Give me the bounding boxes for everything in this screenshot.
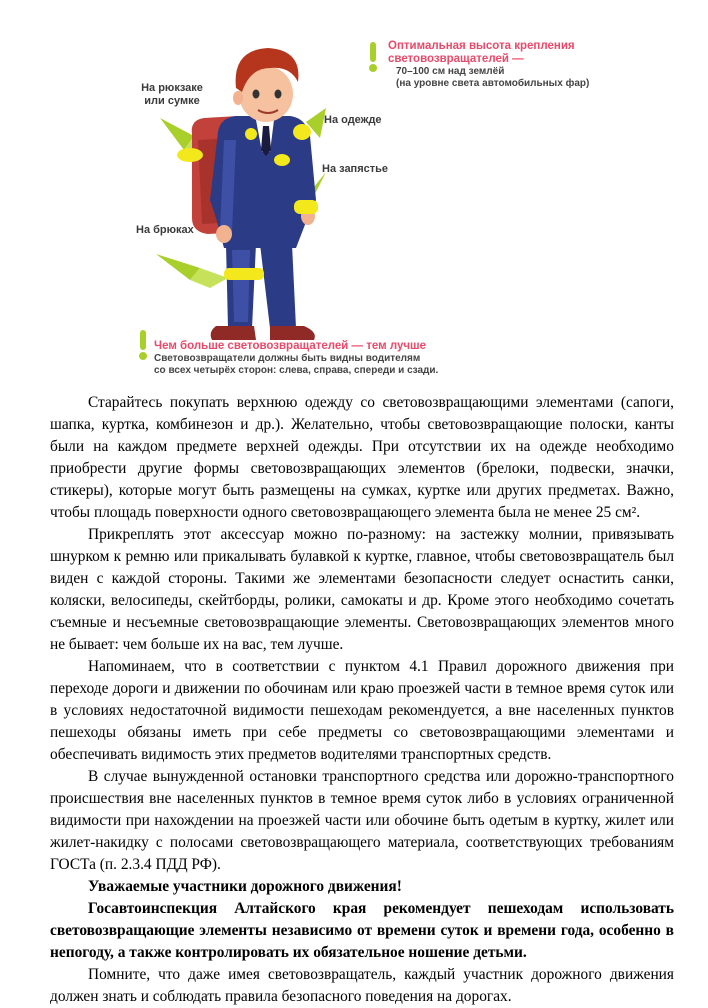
reflector-clothes (293, 124, 311, 140)
exclamation-icon-bottom (140, 330, 146, 350)
reflector-wrist (294, 200, 318, 214)
appeal-heading: Уважаемые участники дорожного движения! (88, 878, 402, 895)
reflector-pants (224, 268, 264, 280)
more-reflectors-note (154, 340, 464, 377)
paragraph: Прикреплять этот аксессуар можно по-разному: на застежку молнии, привязывать шнурком к ремню или прикалывать булавкой к куртке, главное, чтобы световозвращатель был виден с каждой стороны. Такими же элементами безопасности следует оснастить санки, коляски, велосипеды, скейтборды, ролики, самокаты и др. Кроме этого необходимо сочетать съемные и несъемные световозвращающие элементы. Световозвращающих элементов много не бывает: чем больше их на вас, тем лучше. (50, 526, 674, 653)
paragraph: Старайтесь покупать верхнюю одежду со световозвращающими элементами (сапоги, шапка, куртка, комбинезон и др.). Желательно, чтобы световозвращающие полоски, канты были на каждом предмете верхней одежды. При отсутствии их на одежде необходимо приобрести другие формы световозвращающих элементов (брелоки, подвески, значки, стикеры), которые могут быть размещены на сумках, куртке или других предметах. Важно, чтобы площадь поверхности одного световозвращающего элемента была не менее 25 см². (50, 394, 674, 521)
label-bag: На рюкзаке или сумке (141, 82, 203, 107)
left-hand (216, 225, 232, 243)
paragraph: Напоминаем, что в соответствии с пунктом 4.1 Правил дорожного движения при переходе дороги и движении по обочинам или краю проезжей части в темное время суток или в условиях недостаточной видимости пешеходам рекомендуется, а вне населенных пунктов пешеходы обязаны иметь при себе предметы со световозвращающими элементами и обеспечивать видимость этих предметов водителями транспортных средств. (50, 658, 674, 763)
height-note-line1: Оптимальная высота крепления (388, 40, 575, 52)
reflector-badge (245, 128, 257, 140)
reflector-bag (177, 148, 203, 162)
article-body (50, 392, 674, 1008)
height-note (388, 40, 593, 90)
label-wrist: На запястье (322, 163, 389, 175)
height-note-line3: 70–100 см над землёй (396, 66, 505, 77)
height-note-line2: световозвращателей — (388, 53, 524, 65)
more-note-line2: Световозвращатели должны быть видны водителям (154, 353, 421, 364)
paragraph: Помните, что даже имея световозвращатель, каждый участник дорожного движения должен знать и соблюдать правила безопасного поведения на дорогах. (50, 966, 674, 1005)
exclamation-icon-top (370, 42, 376, 62)
police-recommendation: Госавтоинспекция Алтайского края рекомендует пешеходам использовать световозвращающие элементы независимо от времени суток и времени года, особенно в непогоду, а также контролировать их обязательное ношение детьми. (50, 900, 674, 961)
label-clothes: На одежде (324, 114, 382, 126)
right-shoe (270, 326, 315, 340)
reflector-chest (274, 154, 290, 166)
paragraph: В случае вынужденной остановки транспортного средства или дорожно-транспортного происшествия вне населенных пунктов в темное время суток либо в условиях ограниченной видимости при нахождении на проезжей части или обочине быть одетым в куртку, жилет или жилет-накидку с полосами световозвращающего материала, соответствующих требованиям ГОСТа (п. 2.3.4 ПДД РФ). (50, 768, 674, 873)
more-note-line3: со всех четырёх сторон: слева, справа, спереди и сзади. (154, 365, 439, 376)
right-leg (260, 244, 296, 328)
height-note-line4: (на уровне света автомобильных фар) (396, 78, 590, 89)
left-shoe (211, 326, 256, 340)
label-pants: На брюках (136, 224, 194, 236)
more-note-line1: Чем больше световозвращателей — тем лучше (154, 340, 427, 352)
reflector-infographic (120, 22, 600, 374)
